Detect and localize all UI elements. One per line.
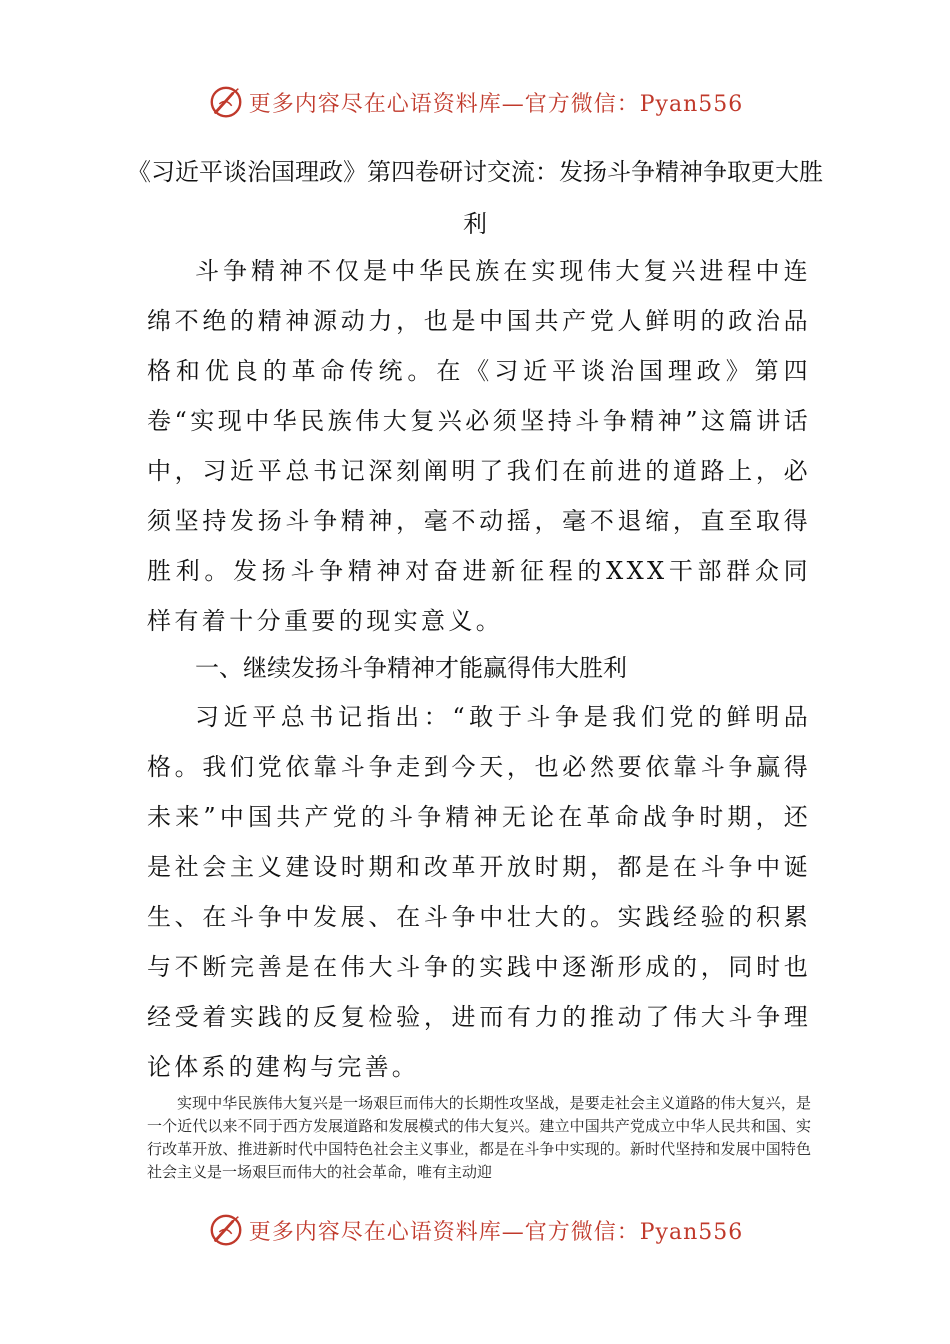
pen-circle-logo-icon: [207, 83, 245, 121]
paragraph-small-print: 实现中华民族伟大复兴是一场艰巨而伟大的长期性攻坚战，是要走社会主义道路的伟大复兴，是一个近代以来不同于西方发展道路和发展模式的伟大复兴。建立中国共产党成立中华人民共和国、实行改革开放、推进新时代中国特色社会主义事业，都是在斗争中实现的。新时代坚持和发展中国特色社会主义是一场艰巨而伟大的社会革命，唯有主动迎: [147, 1094, 811, 1181]
document-title: 《习近平谈治国理政》第四卷研讨交流：发扬斗争精神争取更大胜利: [127, 158, 823, 238]
paragraph-intro: [147, 246, 811, 646]
paragraph-section-1-text: 习近平总书记指出：“敢于斗争是我们党的鲜明品格。我们党依靠斗争走到今天，也必然要依靠斗争赢得未来”中国共产党的斗争精神无论在革命战争时期，还是社会主义建设时期和改革开放时期，都是在斗争中诞生、在斗争中发展、在斗争中壮大的。实践经验的积累与不断完善是在伟大斗争的实践中逐渐形成的，同时也经受着实践的反复检验，进而有力的推动了伟大斗争理论体系的建构与完善。: [147, 703, 811, 1081]
paragraph-section-1: [147, 692, 811, 1092]
watermark-text: 更多内容尽在心语资料库—官方微信：Pyan556: [248, 1219, 744, 1245]
watermark-text: 更多内容尽在心语资料库—官方微信：Pyan556: [248, 91, 744, 117]
section-heading-1: 一、继续发扬斗争精神才能赢得伟大胜利: [195, 654, 627, 682]
watermark-banner-top: [0, 80, 950, 124]
pen-circle-logo-icon: [207, 1211, 245, 1249]
paragraph-intro-text: 斗争精神不仅是中华民族在实现伟大复兴进程中连绵不绝的精神源动力，也是中国共产党人鲜明的政治品格和优良的革命传统。在《习近平谈治国理政》第四卷“实现中华民族伟大复兴必须坚持斗争精神”这篇讲话中，习近平总书记深刻阐明了我们在前进的道路上，必须坚持发扬斗争精神，毫不动摇，毫不退缩，直至取得胜利。发扬斗争精神对奋进新征程的XXX干部群众同样有着十分重要的现实意义。: [147, 257, 811, 635]
watermark-banner-bottom: [0, 1208, 950, 1252]
